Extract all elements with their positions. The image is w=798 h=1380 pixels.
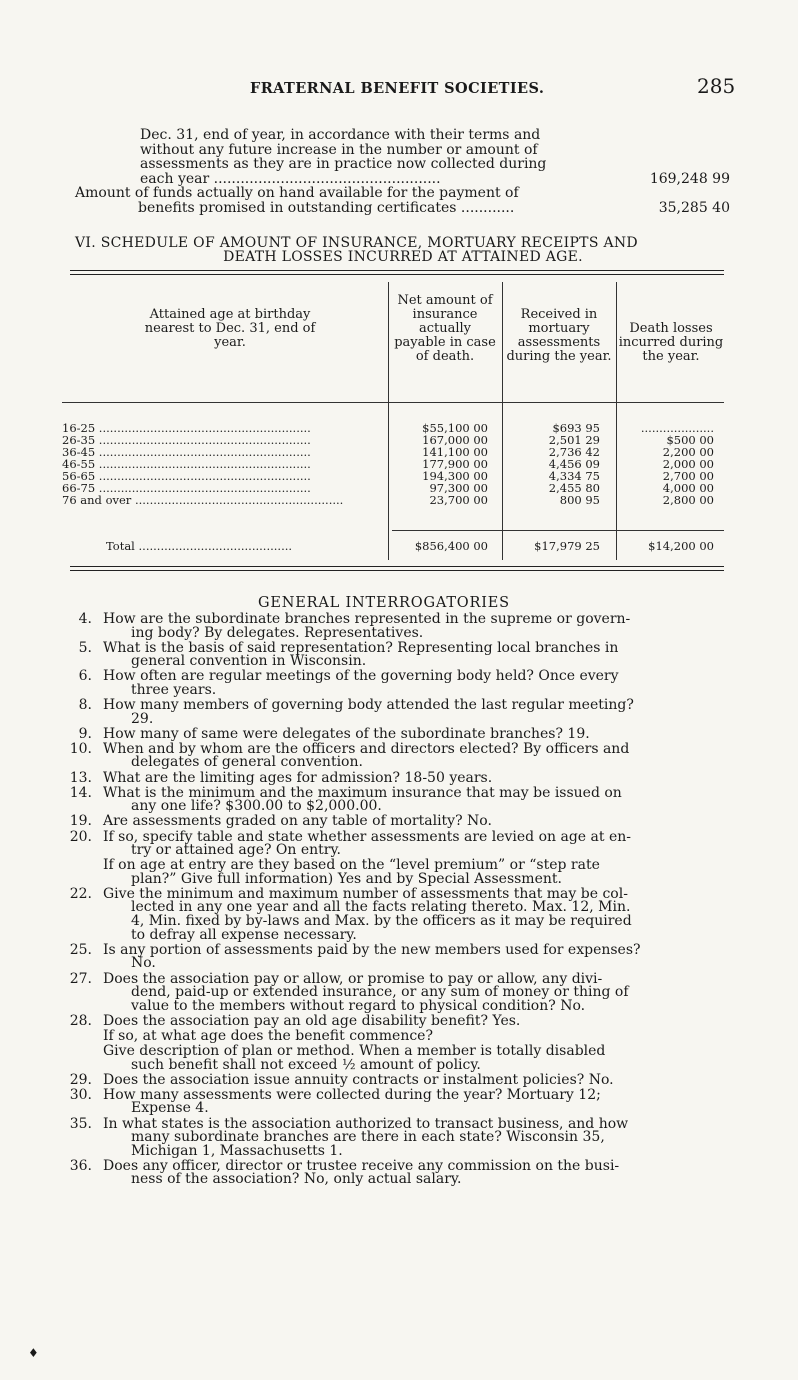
interrogatory-text — [103, 769, 724, 786]
received-cell: 2,501 29 — [548, 433, 600, 447]
column-header-insurance: Net amount of insurance actually payable in case of death. — [394, 293, 496, 364]
received-cell: 4,334 75 — [548, 469, 600, 483]
interrogatory-line: What is the minimum and the maximum insurance that may be issued on — [103, 784, 622, 801]
received-cell: $693 95 — [552, 421, 600, 435]
interrogatory-line: ness of the association? No, only actual salary. — [131, 1171, 462, 1188]
interrogatory-number: 29. — [69, 1071, 92, 1088]
interrogatory-line: Does the association pay or allow, or promise to pay or allow, any divi- — [103, 970, 603, 987]
interrogatory-text — [103, 613, 724, 640]
interrogatory-number: 8. — [78, 697, 92, 714]
interrogatory-line: When and by whom are the officers and directors elected? By officers and — [103, 740, 630, 757]
interrogatory-item — [62, 1071, 724, 1088]
interrogatory-line: If so, at what age does the benefit commence? — [103, 1027, 433, 1044]
table-row — [62, 433, 724, 447]
interrogatory-item — [62, 639, 724, 670]
interrogatory-line: Expense 4. — [131, 1100, 209, 1117]
column-divider — [388, 282, 389, 560]
losses-cell: 4,000 00 — [662, 481, 714, 495]
interrogatory-text — [103, 725, 724, 742]
interrogatory-line: What are the limiting ages for admission? 18-50 years. — [103, 769, 493, 786]
interrogatory-number: 22. — [69, 885, 92, 902]
table-bottom-rule — [70, 570, 724, 571]
header-rule — [62, 402, 724, 403]
interrogatory-number: 27. — [69, 970, 92, 987]
interrogatory-item — [62, 859, 724, 886]
age-cell: 16-25 .......................................................... — [62, 422, 311, 434]
interrogatory-item — [62, 1086, 724, 1117]
interrogatory-line: Does the association issue annuity contracts or instalment policies? No. — [103, 1071, 614, 1088]
interrogatory-item — [62, 885, 724, 943]
intro-amount: 35,285 40 — [658, 199, 730, 216]
interrogatory-number: 9. — [78, 725, 92, 742]
interrogatory-line: No. — [131, 955, 156, 972]
table-bottom-rule — [70, 566, 724, 567]
interrogatory-text — [103, 1157, 724, 1188]
interrogatory-item — [62, 941, 724, 972]
interrogatory-text — [103, 699, 724, 726]
interrogatory-line: Is any portion of assessments paid by the new members used for expenses? — [103, 941, 641, 958]
interrogatory-line: ing body? By delegates. Representatives. — [131, 624, 424, 641]
insurance-cell: 97,300 00 — [429, 481, 488, 495]
interrogatory-text — [103, 740, 724, 771]
total-label: Total .......................................... — [106, 540, 293, 552]
interrogatory-text — [103, 639, 724, 670]
interrogatory-line: general convention in Wisconsin. — [131, 653, 367, 670]
table-row — [62, 469, 724, 483]
interrogatory-line: How often are regular meetings of the governing body held? Once every — [103, 668, 619, 685]
interrogatory-item — [62, 815, 724, 829]
received-cell: 2,455 80 — [548, 481, 600, 495]
interrogatory-line: If on age at entry are they based on the “level premium” or “step rate — [103, 857, 600, 874]
interrogatory-text — [103, 1012, 724, 1029]
interrogatory-line: lected in any one year and all the facts relating thereto. Max. 12, Min. — [131, 899, 631, 916]
received-cell: 4,456 09 — [548, 457, 600, 471]
interrogatory-item — [62, 1157, 724, 1188]
interrogatory-line: Does the association pay an old age disability benefit? Yes. — [103, 1012, 521, 1029]
column-header-age: Attained age at birthday nearest to Dec. 31, end of year. — [144, 307, 316, 350]
interrogatory-number: 10. — [69, 740, 92, 757]
interrogatory-line: value to the members without regard to physical condition? No. — [131, 997, 586, 1014]
column-divider — [616, 282, 617, 560]
table-row — [62, 481, 724, 495]
insurance-cell: 177,900 00 — [422, 457, 488, 471]
interrogatory-text — [103, 1045, 724, 1072]
interrogatory-line: Give description of plan or method. When a member is totally disabled — [103, 1043, 606, 1059]
interrogatory-line: How many assessments were collected during the year? Mortuary 12; — [103, 1086, 601, 1103]
interrogatory-text — [103, 1071, 724, 1088]
schedule-table — [62, 276, 724, 566]
intro-line: Amount of funds actually on hand available for the payment of — [75, 185, 519, 201]
page-mark: ♦ — [28, 1346, 39, 1360]
intro-line: benefits promised in outstanding certificates ............ — [138, 199, 515, 216]
interrogatory-line: delegates of general convention. — [131, 754, 363, 771]
age-cell: 46-55 .......................................................... — [62, 458, 311, 470]
interrogatory-item — [62, 1027, 724, 1044]
interrogatory-line: What is the basis of said representation? Representing local branches in — [103, 639, 619, 656]
interrogatory-text — [103, 859, 724, 886]
intro-total-row — [70, 172, 732, 187]
insurance-cell: 167,000 00 — [422, 433, 488, 447]
age-cell: 36-45 .......................................................... — [62, 446, 311, 458]
received-cell: 800 95 — [559, 493, 600, 507]
losses-cell: 2,700 00 — [662, 469, 714, 483]
interrogatory-number: 5. — [78, 639, 92, 656]
page-number: 285 — [697, 74, 736, 98]
received-cell: 2,736 42 — [548, 445, 600, 459]
intro-amount: 169,248 99 — [649, 170, 730, 187]
insurance-cell: 23,700 00 — [429, 493, 488, 507]
section-heading-line: VI. SCHEDULE OF AMOUNT OF INSURANCE, MORTUARY RECEIPTS AND — [75, 235, 638, 251]
age-cell: 76 and over ......................................................... — [62, 494, 344, 506]
interrogatory-number: 36. — [69, 1157, 92, 1174]
total-losses: $14,200 00 — [648, 539, 714, 553]
interrogatory-number: 14. — [69, 784, 92, 801]
interrogatory-line: In what states is the association authorized to transact business, and how — [103, 1115, 629, 1132]
table-top-rule — [70, 270, 724, 271]
interrogatory-number: 35. — [69, 1115, 92, 1132]
table-total-row — [70, 540, 724, 552]
losses-cell: .................... — [640, 421, 714, 435]
interrogatory-item — [62, 784, 724, 815]
interrogatory-line: Are assessments graded on any table of mortality? No. — [103, 813, 492, 830]
interrogatory-number: 4. — [78, 611, 92, 627]
interrogatory-number: 30. — [69, 1086, 92, 1103]
table-row — [62, 493, 724, 507]
interrogatory-line: Michigan 1, Massachusetts 1. — [131, 1142, 343, 1159]
interrogatory-item — [62, 613, 724, 640]
intro-block — [70, 128, 732, 215]
age-cell: 66-75 .......................................................... — [62, 482, 311, 494]
interrogatory-text — [103, 784, 724, 815]
losses-cell: 2,200 00 — [662, 445, 714, 459]
interrogatory-item — [62, 725, 724, 742]
total-rule — [392, 530, 724, 531]
section-heading-line: DEATH LOSSES INCURRED AT ATTAINED AGE. — [223, 249, 583, 265]
interrogatory-line: plan?” Give full information) Yes and by Special Assessment. — [131, 870, 562, 887]
interrogatory-line: many subordinate branches are there in each state? Wisconsin 35, — [131, 1129, 605, 1146]
interrogatory-line: Give the minimum and maximum number of assessments that may be col- — [103, 885, 628, 902]
interrogatory-text — [103, 970, 724, 1014]
interrogatory-line: How many of same were delegates of the subordinate branches? 19. — [103, 725, 590, 742]
interrogatory-number: 19. — [69, 813, 92, 830]
total-insurance: $856,400 00 — [414, 539, 488, 553]
interrogatory-item — [62, 1115, 724, 1159]
interrogatory-number: 13. — [69, 769, 92, 786]
interrogatory-text — [103, 1086, 724, 1117]
interrogatory-item — [62, 970, 724, 1014]
interrogatory-text — [103, 815, 724, 829]
section-heading — [75, 236, 731, 264]
interrogatory-line: dend, paid-up or extended insurance, or any sum of money or thing of — [131, 984, 629, 1001]
interrogatory-item — [62, 1045, 724, 1072]
interrogatory-item — [62, 769, 724, 786]
interrogatory-line: 29. — [131, 710, 154, 727]
insurance-cell: 141,100 00 — [422, 445, 488, 459]
interrogatory-item — [62, 740, 724, 771]
total-received: $17,979 25 — [534, 539, 600, 553]
interrogatory-line: any one life? $300.00 to $2,000.00. — [131, 798, 382, 815]
table-row — [62, 421, 724, 435]
column-divider — [502, 282, 503, 560]
interrogatory-text — [103, 885, 724, 943]
interrogatory-text — [103, 941, 724, 972]
interrogatory-item — [62, 828, 724, 859]
intro-line: assessments as they are in practice now collected during — [140, 156, 547, 172]
interrogatory-line: try or attained age? On entry. — [131, 842, 341, 859]
interrogatory-number: 6. — [78, 668, 92, 685]
table-row — [62, 457, 724, 471]
intro-total-row — [70, 201, 732, 216]
interrogatory-text — [103, 1115, 724, 1159]
intro-line: each year ................................................... — [140, 170, 441, 187]
interrogatory-item — [62, 699, 724, 726]
interrogatory-text — [103, 670, 724, 697]
column-header-losses: Death losses incurred during the year. — [618, 321, 724, 364]
interrogatory-line: How many members of governing body attended the last regular meeting? — [103, 697, 634, 714]
interrogatory-item — [62, 1012, 724, 1029]
interrogatory-item — [62, 670, 724, 697]
interrogatory-line: three years. — [131, 681, 217, 698]
losses-cell: $500 00 — [666, 433, 714, 447]
interrogatory-number: 25. — [69, 941, 92, 958]
intro-line: without any future increase in the number or amount of — [140, 141, 538, 158]
interrogatory-line: Does any officer, director or trustee receive any commission on the busi- — [103, 1157, 620, 1174]
insurance-cell: 194,300 00 — [422, 469, 488, 483]
interrogatory-text — [103, 1027, 724, 1044]
interrogatory-line: 4, Min. fixed by by-laws and Max. by the officers as it may be required — [131, 913, 632, 930]
losses-cell: 2,800 00 — [662, 493, 714, 507]
losses-cell: 2,000 00 — [662, 457, 714, 471]
column-header-received: Received in mortuary assessments during the year. — [506, 307, 612, 364]
interrogatory-line: such benefit shall not exceed ½ amount of policy. — [131, 1056, 481, 1073]
table-top-rule — [70, 274, 724, 275]
interrogatory-line: to defray all expense necessary. — [131, 926, 357, 943]
intro-line: Dec. 31, end of year, in accordance with their terms and — [140, 127, 541, 143]
table-row — [62, 445, 724, 459]
interrogatory-number: 28. — [69, 1012, 92, 1029]
insurance-cell: $55,100 00 — [422, 421, 488, 435]
interrogatories-title: GENERAL INTERROGATORIES — [258, 595, 510, 611]
interrogatory-text — [103, 828, 724, 859]
interrogatory-line: How are the subordinate branches represented in the supreme or govern- — [103, 611, 631, 627]
age-cell: 26-35 .......................................................... — [62, 434, 311, 446]
interrogatory-line: If so, specify table and state whether assessments are levied on age at en- — [103, 828, 631, 845]
running-title: FRATERNAL BENEFIT SOCIETIES. — [250, 80, 545, 97]
age-cell: 56-65 .......................................................... — [62, 470, 311, 482]
interrogatory-number: 20. — [69, 828, 92, 845]
